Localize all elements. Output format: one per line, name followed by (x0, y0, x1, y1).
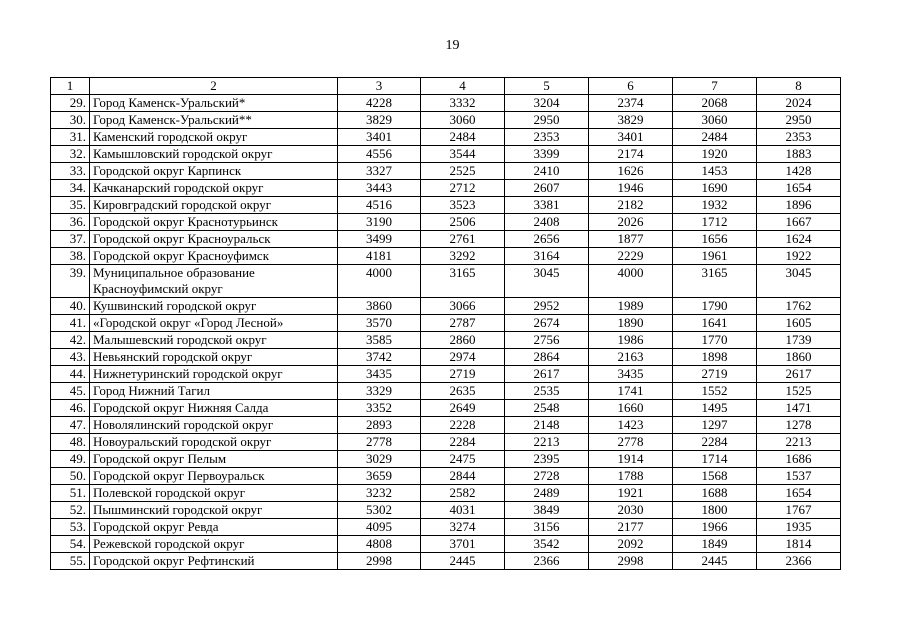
value-cell: 3659 (338, 468, 421, 485)
value-cell: 1896 (757, 197, 841, 214)
value-cell: 3232 (338, 485, 421, 502)
value-cell: 1641 (673, 315, 757, 332)
value-cell: 1741 (589, 383, 673, 400)
value-cell: 2761 (421, 231, 505, 248)
table-row (51, 197, 841, 214)
value-cell: 2778 (338, 434, 421, 451)
table-row (51, 180, 841, 197)
value-cell: 2617 (757, 366, 841, 383)
value-cell: 2728 (505, 468, 589, 485)
value-cell: 1770 (673, 332, 757, 349)
row-number: 55. (51, 553, 90, 570)
row-number: 40. (51, 298, 90, 315)
table-row (51, 383, 841, 400)
value-cell: 2229 (589, 248, 673, 265)
column-header: 7 (673, 78, 757, 95)
municipality-name: Камышловский городской округ (90, 146, 338, 163)
value-cell: 1739 (757, 332, 841, 349)
table-row (51, 485, 841, 502)
value-cell: 1800 (673, 502, 757, 519)
value-cell: 1686 (757, 451, 841, 468)
table-row (51, 434, 841, 451)
page-number: 19 (445, 38, 460, 53)
value-cell: 2366 (505, 553, 589, 570)
value-cell: 1552 (673, 383, 757, 400)
value-cell: 4228 (338, 95, 421, 112)
value-cell: 2525 (421, 163, 505, 180)
value-cell: 2635 (421, 383, 505, 400)
row-number: 32. (51, 146, 90, 163)
value-cell: 4556 (338, 146, 421, 163)
column-header: 3 (338, 78, 421, 95)
value-cell: 2719 (421, 366, 505, 383)
value-cell: 1883 (757, 146, 841, 163)
value-cell: 2228 (421, 417, 505, 434)
value-cell: 2182 (589, 197, 673, 214)
value-cell: 1656 (673, 231, 757, 248)
value-cell: 1537 (757, 468, 841, 485)
value-cell: 3045 (505, 265, 589, 298)
value-cell: 2213 (505, 434, 589, 451)
value-cell: 2408 (505, 214, 589, 231)
value-cell: 2484 (421, 129, 505, 146)
value-cell: 3829 (589, 112, 673, 129)
municipality-name: Полевской городской округ (90, 485, 338, 502)
value-cell: 2656 (505, 231, 589, 248)
value-cell: 2756 (505, 332, 589, 349)
column-header: 4 (421, 78, 505, 95)
municipality-name: Режевской городской округ (90, 536, 338, 553)
value-cell: 1605 (757, 315, 841, 332)
table-row (51, 451, 841, 468)
value-cell: 1690 (673, 180, 757, 197)
value-cell: 2353 (757, 129, 841, 146)
table-row (51, 163, 841, 180)
row-number: 41. (51, 315, 90, 332)
value-cell: 1654 (757, 180, 841, 197)
value-cell: 1961 (673, 248, 757, 265)
value-cell: 1714 (673, 451, 757, 468)
value-cell: 1762 (757, 298, 841, 315)
value-cell: 2366 (757, 553, 841, 570)
table-row (51, 298, 841, 315)
table-row (51, 265, 841, 298)
row-number: 49. (51, 451, 90, 468)
value-cell: 3860 (338, 298, 421, 315)
value-cell: 4516 (338, 197, 421, 214)
value-cell: 3443 (338, 180, 421, 197)
value-cell: 2506 (421, 214, 505, 231)
value-cell: 3274 (421, 519, 505, 536)
value-cell: 2213 (757, 434, 841, 451)
value-cell: 2548 (505, 400, 589, 417)
row-number: 39. (51, 265, 90, 298)
municipality-name: Качканарский городской округ (90, 180, 338, 197)
value-cell: 3381 (505, 197, 589, 214)
row-number: 31. (51, 129, 90, 146)
value-cell: 1688 (673, 485, 757, 502)
municipality-name: Городской округ Карпинск (90, 163, 338, 180)
value-cell: 2353 (505, 129, 589, 146)
value-cell: 3164 (505, 248, 589, 265)
municipality-name: Кировградский городской округ (90, 197, 338, 214)
value-cell: 4000 (589, 265, 673, 298)
municipality-name: Городской округ Пелым (90, 451, 338, 468)
municipality-name: Городской округ Красноуфимск (90, 248, 338, 265)
row-number: 44. (51, 366, 90, 383)
value-cell: 2649 (421, 400, 505, 417)
row-number: 47. (51, 417, 90, 434)
value-cell: 2974 (421, 349, 505, 366)
value-cell: 3849 (505, 502, 589, 519)
municipality-name: Городской округ Первоуральск (90, 468, 338, 485)
value-cell: 1946 (589, 180, 673, 197)
value-cell: 5302 (338, 502, 421, 519)
value-cell: 3829 (338, 112, 421, 129)
column-header: 8 (757, 78, 841, 95)
value-cell: 1920 (673, 146, 757, 163)
value-cell: 2952 (505, 298, 589, 315)
column-header: 5 (505, 78, 589, 95)
value-cell: 1471 (757, 400, 841, 417)
value-cell: 2844 (421, 468, 505, 485)
value-cell: 3327 (338, 163, 421, 180)
value-cell: 2410 (505, 163, 589, 180)
table-row (51, 400, 841, 417)
value-cell: 3499 (338, 231, 421, 248)
row-number: 37. (51, 231, 90, 248)
municipality-name: Нижнетуринский городской округ (90, 366, 338, 383)
value-cell: 1877 (589, 231, 673, 248)
value-cell: 2998 (338, 553, 421, 570)
value-cell: 2535 (505, 383, 589, 400)
data-table (50, 77, 841, 570)
row-number: 48. (51, 434, 90, 451)
table-row (51, 502, 841, 519)
value-cell: 3292 (421, 248, 505, 265)
value-cell: 2607 (505, 180, 589, 197)
value-cell: 2484 (673, 129, 757, 146)
value-cell: 3435 (589, 366, 673, 383)
value-cell: 2024 (757, 95, 841, 112)
table-row (51, 146, 841, 163)
municipality-name: Городской округ Нижняя Салда (90, 400, 338, 417)
value-cell: 3060 (673, 112, 757, 129)
table-row (51, 468, 841, 485)
column-header: 6 (589, 78, 673, 95)
value-cell: 3165 (673, 265, 757, 298)
municipality-name: Муниципальное образование Красноуфимский округ (90, 265, 338, 298)
table-row (51, 214, 841, 231)
value-cell: 1989 (589, 298, 673, 315)
value-cell: 3701 (421, 536, 505, 553)
value-cell: 2445 (421, 553, 505, 570)
table-row (51, 248, 841, 265)
row-number: 29. (51, 95, 90, 112)
value-cell: 2068 (673, 95, 757, 112)
value-cell: 3401 (338, 129, 421, 146)
value-cell: 2860 (421, 332, 505, 349)
value-cell: 2674 (505, 315, 589, 332)
value-cell: 1788 (589, 468, 673, 485)
table-row (51, 366, 841, 383)
table-row (51, 332, 841, 349)
municipality-name: «Городской округ «Город Лесной» (90, 315, 338, 332)
value-cell: 2617 (505, 366, 589, 383)
row-number: 52. (51, 502, 90, 519)
value-cell: 1660 (589, 400, 673, 417)
row-number: 45. (51, 383, 90, 400)
value-cell: 2174 (589, 146, 673, 163)
table-row (51, 129, 841, 146)
value-cell: 3045 (757, 265, 841, 298)
value-cell: 3066 (421, 298, 505, 315)
value-cell: 1624 (757, 231, 841, 248)
value-cell: 2030 (589, 502, 673, 519)
municipality-name: Городской округ Красноуральск (90, 231, 338, 248)
value-cell: 2374 (589, 95, 673, 112)
value-cell: 1898 (673, 349, 757, 366)
row-number: 30. (51, 112, 90, 129)
value-cell: 2395 (505, 451, 589, 468)
value-cell: 1790 (673, 298, 757, 315)
value-cell: 1297 (673, 417, 757, 434)
value-cell: 1849 (673, 536, 757, 553)
value-cell: 2893 (338, 417, 421, 434)
municipality-name: Кушвинский городской округ (90, 298, 338, 315)
value-cell: 2163 (589, 349, 673, 366)
value-cell: 3544 (421, 146, 505, 163)
value-cell: 2177 (589, 519, 673, 536)
value-cell: 4031 (421, 502, 505, 519)
value-cell: 1568 (673, 468, 757, 485)
municipality-name: Городской округ Ревда (90, 519, 338, 536)
value-cell: 1922 (757, 248, 841, 265)
table-row (51, 349, 841, 366)
value-cell: 3523 (421, 197, 505, 214)
row-number: 34. (51, 180, 90, 197)
value-cell: 1667 (757, 214, 841, 231)
value-cell: 1921 (589, 485, 673, 502)
municipality-name: Городской округ Краснотурьинск (90, 214, 338, 231)
table-row (51, 315, 841, 332)
table-row (51, 519, 841, 536)
row-number: 38. (51, 248, 90, 265)
value-cell: 1654 (757, 485, 841, 502)
row-number: 35. (51, 197, 90, 214)
value-cell: 2445 (673, 553, 757, 570)
value-cell: 2778 (589, 434, 673, 451)
value-cell: 2475 (421, 451, 505, 468)
value-cell: 1932 (673, 197, 757, 214)
value-cell: 1767 (757, 502, 841, 519)
value-cell: 1712 (673, 214, 757, 231)
value-cell: 4181 (338, 248, 421, 265)
value-cell: 1525 (757, 383, 841, 400)
value-cell: 1423 (589, 417, 673, 434)
municipality-name: Город Каменск-Уральский** (90, 112, 338, 129)
value-cell: 2284 (421, 434, 505, 451)
value-cell: 2582 (421, 485, 505, 502)
municipality-name: Город Нижний Тагил (90, 383, 338, 400)
table-row (51, 231, 841, 248)
table-row (51, 95, 841, 112)
municipality-name: Невьянский городской округ (90, 349, 338, 366)
value-cell: 2092 (589, 536, 673, 553)
table-row (51, 553, 841, 570)
value-cell: 1860 (757, 349, 841, 366)
value-cell: 3156 (505, 519, 589, 536)
row-number: 33. (51, 163, 90, 180)
municipality-name: Новоуральский городской округ (90, 434, 338, 451)
value-cell: 1278 (757, 417, 841, 434)
value-cell: 3332 (421, 95, 505, 112)
municipality-name: Пышминский городской округ (90, 502, 338, 519)
value-cell: 1453 (673, 163, 757, 180)
value-cell: 2489 (505, 485, 589, 502)
row-number: 42. (51, 332, 90, 349)
value-cell: 2787 (421, 315, 505, 332)
row-number: 36. (51, 214, 90, 231)
value-cell: 3399 (505, 146, 589, 163)
value-cell: 1966 (673, 519, 757, 536)
value-cell: 2950 (757, 112, 841, 129)
value-cell: 1914 (589, 451, 673, 468)
row-number: 43. (51, 349, 90, 366)
value-cell: 1626 (589, 163, 673, 180)
row-number: 53. (51, 519, 90, 536)
value-cell: 3329 (338, 383, 421, 400)
value-cell: 3060 (421, 112, 505, 129)
municipality-name: Городской округ Рефтинский (90, 553, 338, 570)
value-cell: 1890 (589, 315, 673, 332)
municipality-name: Каменский городской округ (90, 129, 338, 146)
value-cell: 1814 (757, 536, 841, 553)
column-header: 2 (90, 78, 338, 95)
value-cell: 3029 (338, 451, 421, 468)
row-number: 46. (51, 400, 90, 417)
row-number: 54. (51, 536, 90, 553)
value-cell: 4808 (338, 536, 421, 553)
value-cell: 3165 (421, 265, 505, 298)
header-row (51, 78, 841, 95)
value-cell: 3585 (338, 332, 421, 349)
value-cell: 4095 (338, 519, 421, 536)
value-cell: 1428 (757, 163, 841, 180)
value-cell: 1495 (673, 400, 757, 417)
value-cell: 2026 (589, 214, 673, 231)
value-cell: 3435 (338, 366, 421, 383)
value-cell: 3401 (589, 129, 673, 146)
value-cell: 3204 (505, 95, 589, 112)
value-cell: 4000 (338, 265, 421, 298)
value-cell: 3742 (338, 349, 421, 366)
municipality-name: Город Каменск-Уральский* (90, 95, 338, 112)
table-row (51, 536, 841, 553)
value-cell: 2712 (421, 180, 505, 197)
value-cell: 2148 (505, 417, 589, 434)
value-cell: 3352 (338, 400, 421, 417)
value-cell: 2998 (589, 553, 673, 570)
value-cell: 2864 (505, 349, 589, 366)
table-row (51, 417, 841, 434)
value-cell: 3190 (338, 214, 421, 231)
municipality-name: Малышевский городской округ (90, 332, 338, 349)
value-cell: 1935 (757, 519, 841, 536)
value-cell: 1986 (589, 332, 673, 349)
value-cell: 3570 (338, 315, 421, 332)
column-header: 1 (51, 78, 90, 95)
row-number: 51. (51, 485, 90, 502)
municipality-name: Новолялинский городской округ (90, 417, 338, 434)
row-number: 50. (51, 468, 90, 485)
value-cell: 2950 (505, 112, 589, 129)
value-cell: 2719 (673, 366, 757, 383)
value-cell: 3542 (505, 536, 589, 553)
table-row (51, 112, 841, 129)
value-cell: 2284 (673, 434, 757, 451)
